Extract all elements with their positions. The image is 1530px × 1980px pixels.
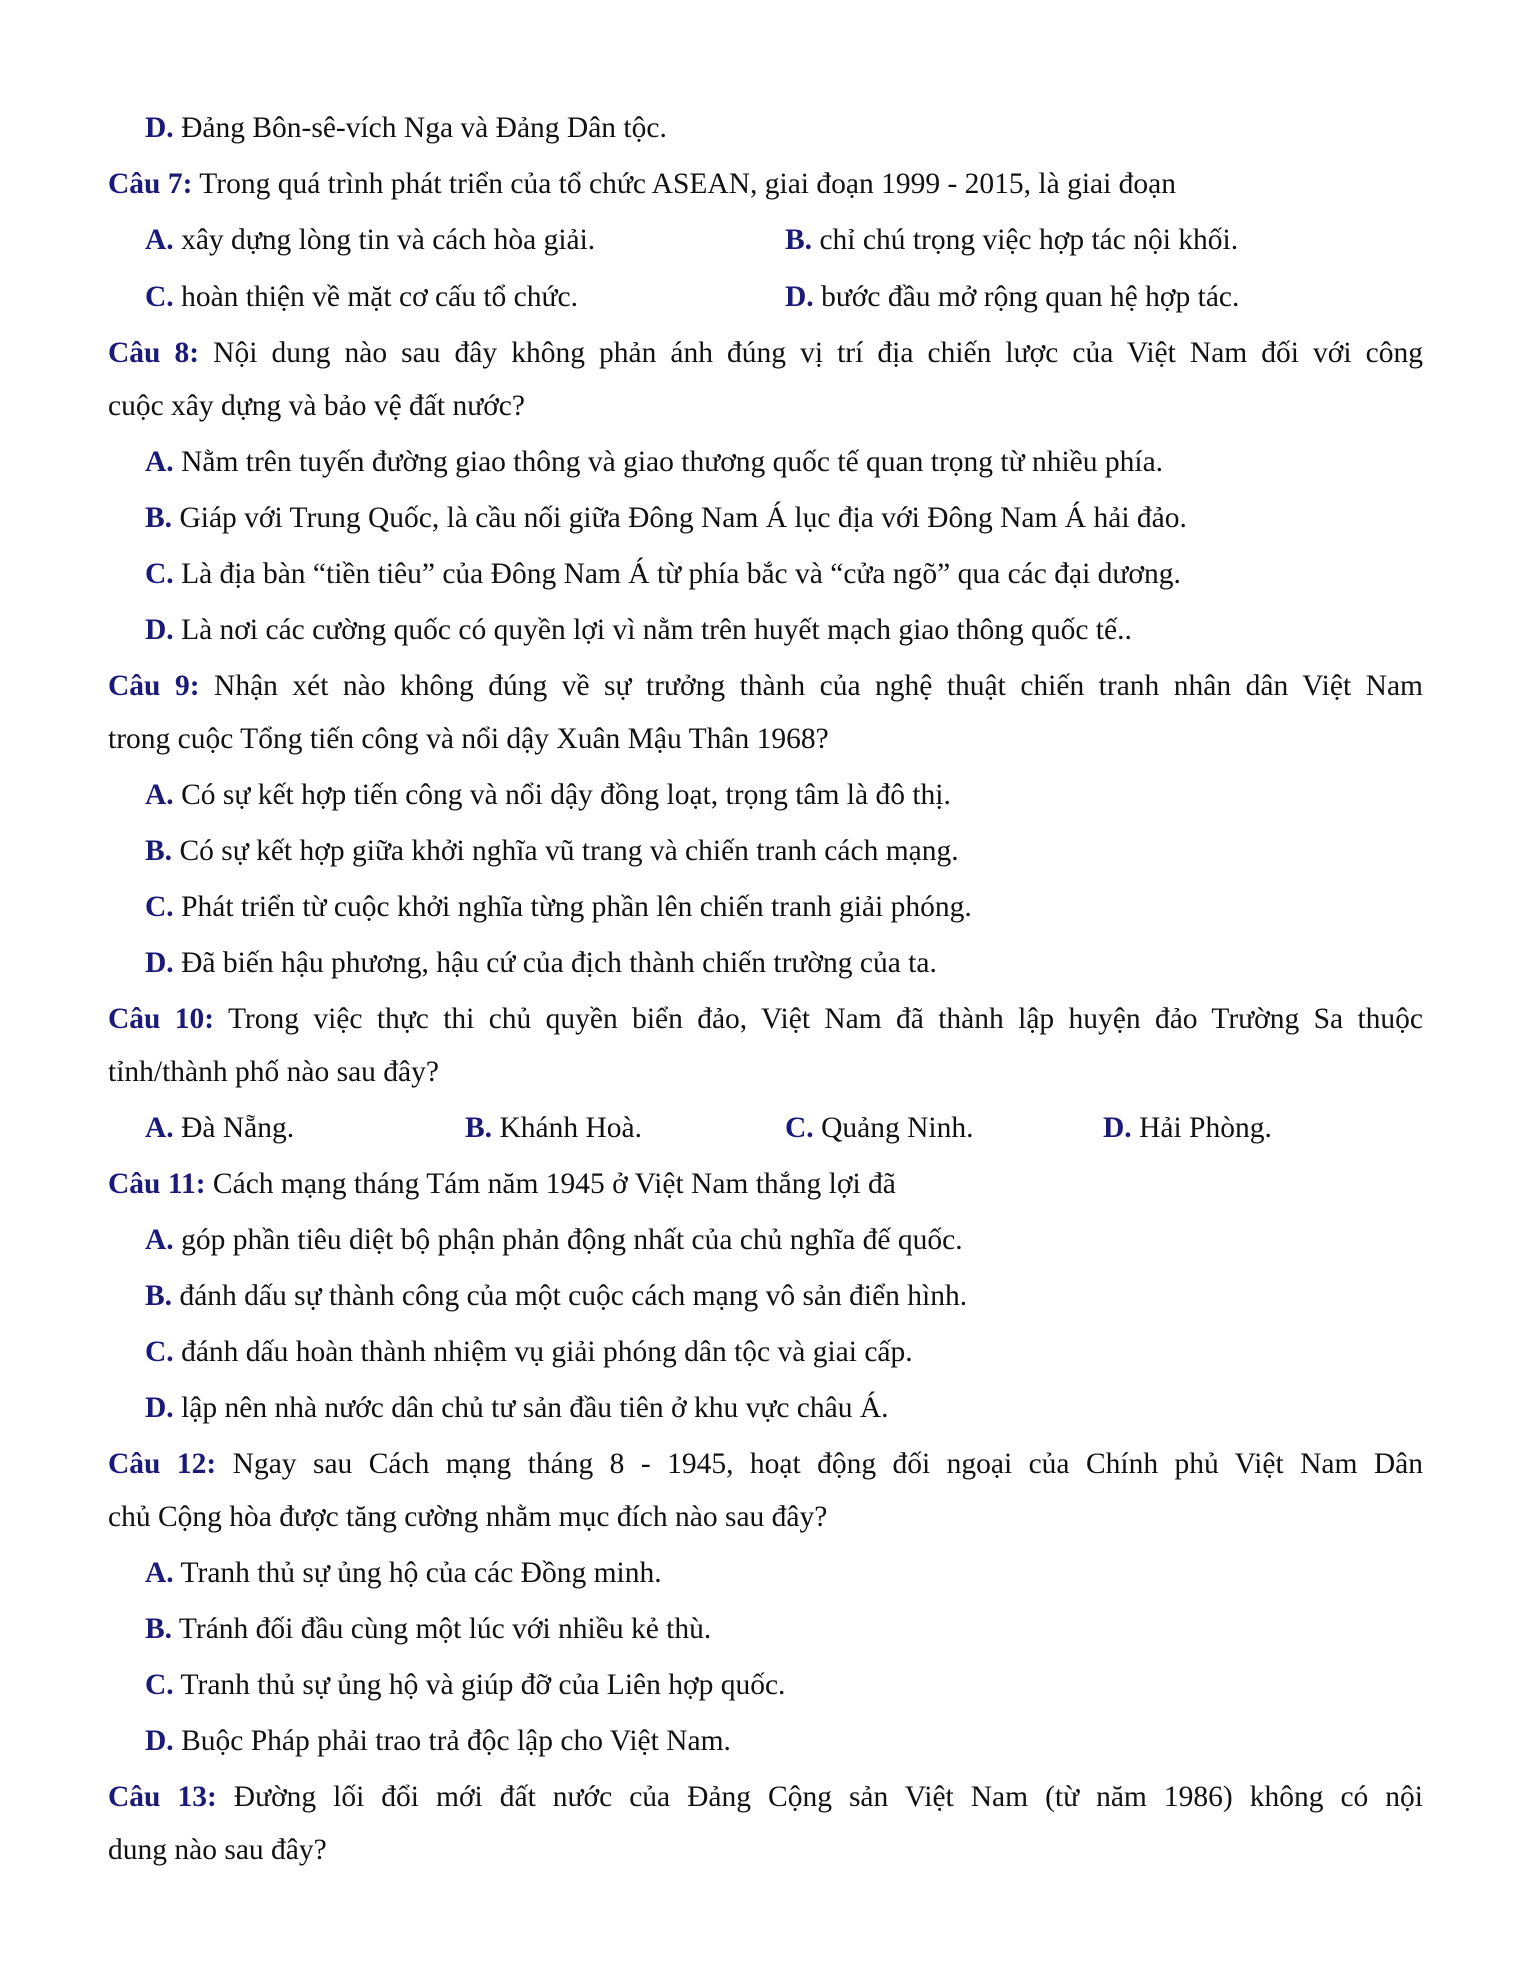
option-label: C. <box>145 281 174 313</box>
question-text: Trong quá trình phát triển của tổ chức ASEAN, giai đoạn 1999 - 2015, là giai đoạn <box>192 168 1177 200</box>
option-text: Tránh đối đầu cùng một lúc với nhiều kẻ thù. <box>172 1613 712 1645</box>
option-label: D. <box>145 947 174 979</box>
option-text: Buộc Pháp phải trao trả độc lập cho Việt Nam. <box>173 1725 731 1757</box>
question-text: chủ Cộng hòa được tăng cường nhằm mục đích nào sau đây? <box>108 1501 828 1533</box>
option-text: Đã biến hậu phương, hậu cứ của địch thành chiến trường của ta. <box>173 947 937 979</box>
q12-option-c <box>145 1665 785 1705</box>
option-text: đánh dấu hoàn thành nhiệm vụ giải phóng dân tộc và giai cấp. <box>173 1336 913 1368</box>
question-13 <box>108 1777 1423 1817</box>
option-text: Nằm trên tuyến đường giao thông và giao thương quốc tế quan trọng từ nhiều phía. <box>173 446 1164 478</box>
option-text: hoàn thiện về mặt cơ cấu tổ chức. <box>173 281 578 313</box>
q8-option-b <box>145 498 1187 538</box>
q11-option-c <box>145 1332 913 1372</box>
q8-option-a <box>145 442 1163 482</box>
q9-option-d <box>145 943 937 983</box>
option-text: Đà Nẵng. <box>173 1112 295 1144</box>
option-text: Là nơi các cường quốc có quyền lợi vì nằm trên huyết mạch giao thông quốc tế.. <box>173 614 1132 646</box>
option-text: Đảng Bôn-sê-vích Nga và Đảng Dân tộc. <box>173 112 667 144</box>
option-text: Là địa bàn “tiền tiêu” của Đông Nam Á từ phía bắc và “cửa ngõ” qua các đại dương. <box>173 558 1181 590</box>
option-label: C. <box>145 891 174 923</box>
question-7 <box>108 164 1176 204</box>
option-text: lập nên nhà nước dân chủ tư sản đầu tiên ở khu vực châu Á. <box>173 1392 889 1424</box>
option-label: B. <box>785 224 813 256</box>
q7-option-b <box>785 220 1238 260</box>
option-label: B. <box>145 1280 173 1312</box>
option-label: C. <box>145 558 174 590</box>
option-label: D. <box>145 112 174 144</box>
q11-option-d <box>145 1388 889 1428</box>
option-label: A. <box>145 446 174 478</box>
q12-option-a <box>145 1553 662 1593</box>
option-text: Có sự kết hợp tiến công và nổi dậy đồng loạt, trọng tâm là đô thị. <box>173 779 951 811</box>
option-text: chỉ chú trọng việc hợp tác nội khối. <box>812 224 1239 256</box>
question-text: Đường lối đổi mới đất nước của Đảng Cộng sản Việt Nam (từ năm 1986) không có nội <box>216 1781 1423 1813</box>
option-text: Hải Phòng. <box>1131 1112 1272 1144</box>
option-label: A. <box>145 1112 174 1144</box>
question-text: Cách mạng tháng Tám năm 1945 ở Việt Nam thắng lợi đã <box>205 1168 896 1200</box>
question-label: Câu 8: <box>108 337 200 369</box>
q8-option-c <box>145 554 1181 594</box>
q8-option-d <box>145 610 1132 650</box>
q7-option-c <box>145 277 578 317</box>
q10-option-c <box>785 1108 973 1148</box>
q12-option-b <box>145 1609 711 1649</box>
q10-option-d <box>1103 1108 1272 1148</box>
question-label: Câu 13: <box>108 1781 217 1813</box>
q11-option-a <box>145 1220 963 1260</box>
option-label: A. <box>145 779 174 811</box>
option-text: Giáp với Trung Quốc, là cầu nối giữa Đông Nam Á lục địa với Đông Nam Á hải đảo. <box>172 502 1187 534</box>
question-text: Ngay sau Cách mạng tháng 8 - 1945, hoạt động đối ngoại của Chính phủ Việt Nam Dân <box>216 1448 1423 1480</box>
option-text: xây dựng lòng tin và cách hòa giải. <box>173 224 596 256</box>
option-text: Có sự kết hợp giữa khởi nghĩa vũ trang và chiến tranh cách mạng. <box>172 835 959 867</box>
question-9 <box>108 666 1423 706</box>
option-label: C. <box>145 1669 174 1701</box>
option-label: D. <box>145 1725 174 1757</box>
question-text: cuộc xây dựng và bảo vệ đất nước? <box>108 390 525 422</box>
question-text: Trong việc thực thi chủ quyền biển đảo, Việt Nam đã thành lập huyện đảo Trường Sa thuộc <box>214 1003 1423 1035</box>
question-label: Câu 11: <box>108 1168 206 1200</box>
option-text: bước đầu mở rộng quan hệ hợp tác. <box>813 281 1240 313</box>
question-label: Câu 9: <box>108 670 200 702</box>
option-label: D. <box>145 1392 174 1424</box>
option-label: B. <box>145 835 173 867</box>
option-label: D. <box>785 281 814 313</box>
q9-option-a <box>145 775 951 815</box>
option-label: A. <box>145 224 174 256</box>
question-10-cont <box>108 1052 439 1092</box>
question-8-cont <box>108 386 525 426</box>
option-text: Tranh thủ sự ủng hộ và giúp đỡ của Liên hợp quốc. <box>173 1669 786 1701</box>
option-label: B. <box>465 1112 493 1144</box>
option-text: Phát triển từ cuộc khởi nghĩa từng phần lên chiến tranh giải phóng. <box>173 891 972 923</box>
option-label: A. <box>145 1224 174 1256</box>
question-text: trong cuộc Tổng tiến công và nổi dậy Xuân Mậu Thân 1968? <box>108 723 829 755</box>
q7-option-a <box>145 220 595 260</box>
option-label: D. <box>145 614 174 646</box>
question-text: dung nào sau đây? <box>108 1834 327 1866</box>
question-10 <box>108 999 1423 1039</box>
prev-option-d <box>145 108 667 148</box>
question-label: Câu 12: <box>108 1448 217 1480</box>
option-text: Quảng Ninh. <box>813 1112 974 1144</box>
option-text: góp phần tiêu diệt bộ phận phản động nhất của chủ nghĩa đế quốc. <box>173 1224 963 1256</box>
q9-option-b <box>145 831 959 871</box>
option-label: B. <box>145 502 173 534</box>
q10-option-a <box>145 1108 294 1148</box>
q11-option-b <box>145 1276 967 1316</box>
question-text: tỉnh/thành phố nào sau đây? <box>108 1056 439 1088</box>
question-8 <box>108 333 1423 373</box>
question-text: Nội dung nào sau đây không phản ánh đúng vị trí địa chiến lược của Việt Nam đối với công <box>199 337 1423 369</box>
question-text: Nhận xét nào không đúng về sự trưởng thành của nghệ thuật chiến tranh nhân dân Việt Nam <box>199 670 1423 702</box>
q9-option-c <box>145 887 972 927</box>
q12-option-d <box>145 1721 731 1761</box>
option-label: C. <box>145 1336 174 1368</box>
option-label: D. <box>1103 1112 1132 1144</box>
option-label: A. <box>145 1557 174 1589</box>
question-12-cont <box>108 1497 827 1537</box>
question-9-cont <box>108 719 829 759</box>
question-11 <box>108 1164 896 1204</box>
option-text: Khánh Hoà. <box>492 1112 642 1144</box>
option-label: B. <box>145 1613 173 1645</box>
question-13-cont <box>108 1830 327 1870</box>
option-text: đánh dấu sự thành công của một cuộc cách mạng vô sản điển hình. <box>172 1280 968 1312</box>
option-text: Tranh thủ sự ủng hộ của các Đồng minh. <box>173 1557 662 1589</box>
option-label: C. <box>785 1112 814 1144</box>
question-12 <box>108 1444 1423 1484</box>
question-label: Câu 10: <box>108 1003 215 1035</box>
question-label: Câu 7: <box>108 168 193 200</box>
q10-option-b <box>465 1108 642 1148</box>
q7-option-d <box>785 277 1239 317</box>
